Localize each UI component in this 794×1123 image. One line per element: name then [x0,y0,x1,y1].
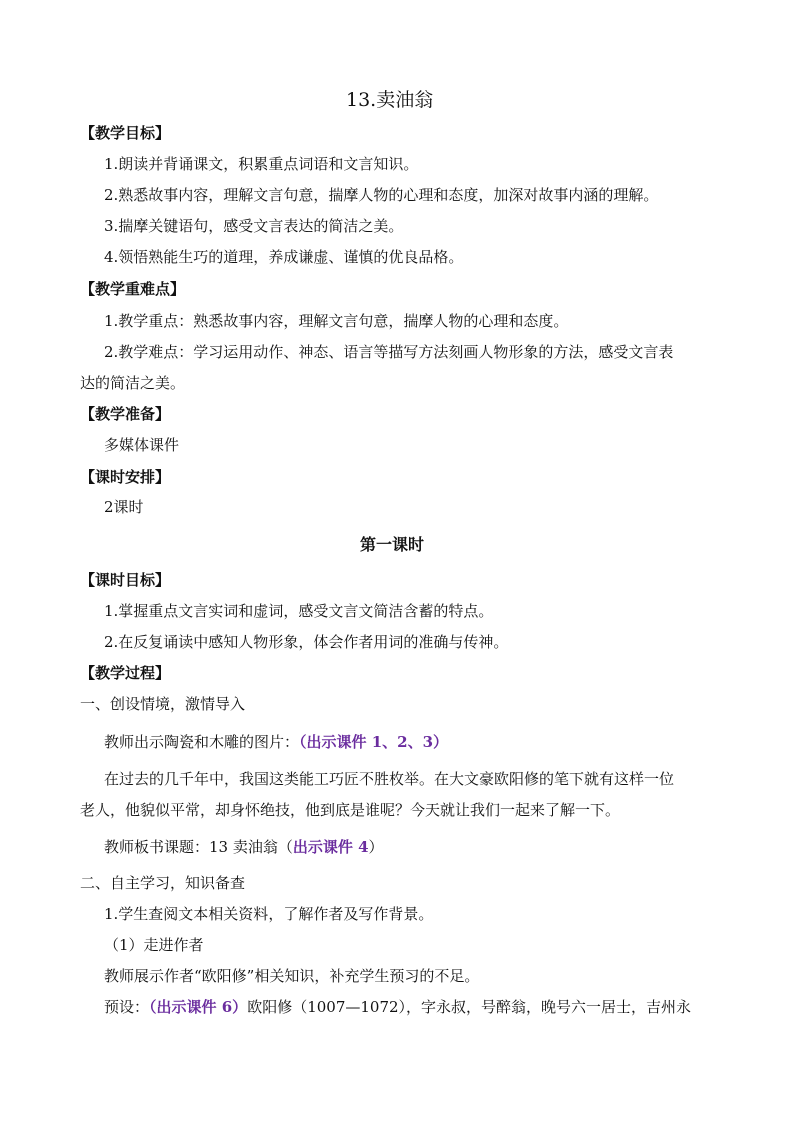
goal-item: 1.朗读并背诵课文，积累重点词语和文言知识。 [104,155,419,173]
lesson-goal-item: 2.在反复诵读中感知人物形象，体会作者用词的准确与传神。 [104,633,509,651]
courseware-hint: （出示课件 6） [149,998,248,1016]
courseware-hint: （出示课件 1、2、3） [299,733,449,751]
step-heading: 二、自主学习，知识备查 [80,874,246,892]
schedule-text: 2课时 [104,498,144,516]
paragraph-text: 欧阳修（1007—1072），字永叔，号醉翁，晚号六一居士，吉州永 [247,998,692,1016]
lesson-goal-heading: 【课时目标】 [80,571,171,589]
paragraph: 在过去的几千年中，我国这类能工巧匠不胜枚举。在大文豪欧阳修的笔下就有这样一位 [104,770,675,788]
key-point: 2.教学难点：学习运用动作、神态、语言等描写方法刻画人物形象的方法，感受文言表 [104,343,674,361]
schedule-heading: 【课时安排】 [80,468,171,486]
paragraph: 教师展示作者“欧阳修”相关知识，补充学生预习的不足。 [104,967,480,985]
lesson-heading: 第一课时 [360,535,425,554]
paragraph-text: 教师板书课题：13 卖油翁（ [104,838,293,856]
preparation-text: 多媒体课件 [104,436,180,454]
preparation-heading: 【教学准备】 [80,405,171,423]
key-point-continued: 达的简洁之美。 [80,374,186,392]
goal-item: 3.揣摩关键语句，感受文言表达的简洁之美。 [104,217,404,235]
step-heading: 一、创设情境，激情导入 [80,695,246,713]
lesson-goal-item: 1.掌握重点文言实词和虚词，感受文言文简洁含蓄的特点。 [104,602,494,620]
paragraph [104,997,691,1017]
key-points-heading: 【教学重难点】 [80,280,186,298]
paragraph [104,732,448,752]
key-point: 1.教学重点：熟悉故事内容，理解文言句意，揣摩人物的心理和态度。 [104,312,569,330]
paragraph: 1.学生查阅文本相关资料，了解作者及写作背景。 [104,905,434,923]
page-title: 13.卖油翁 [346,89,434,111]
paragraph-text: ） [368,838,384,856]
paragraph-continued: 老人，他貌似平常，却身怀绝技，他到底是谁呢？今天就让我们一起来了解一下。 [80,801,621,819]
paragraph [104,837,384,857]
sub-heading: （1）走进作者 [104,936,204,954]
goals-heading: 【教学目标】 [80,124,171,142]
courseware-hint: 出示课件 4 [292,838,369,856]
paragraph-text: 预设： [104,998,150,1016]
goal-item: 2.熟悉故事内容，理解文言句意，揣摩人物的心理和态度，加深对故事内涵的理解。 [104,186,659,204]
process-heading: 【教学过程】 [80,664,171,682]
goal-item: 4.领悟熟能生巧的道理，养成谦虚、谨慎的优良品格。 [104,248,464,266]
paragraph-text: 教师出示陶瓷和木雕的图片： [104,733,300,751]
